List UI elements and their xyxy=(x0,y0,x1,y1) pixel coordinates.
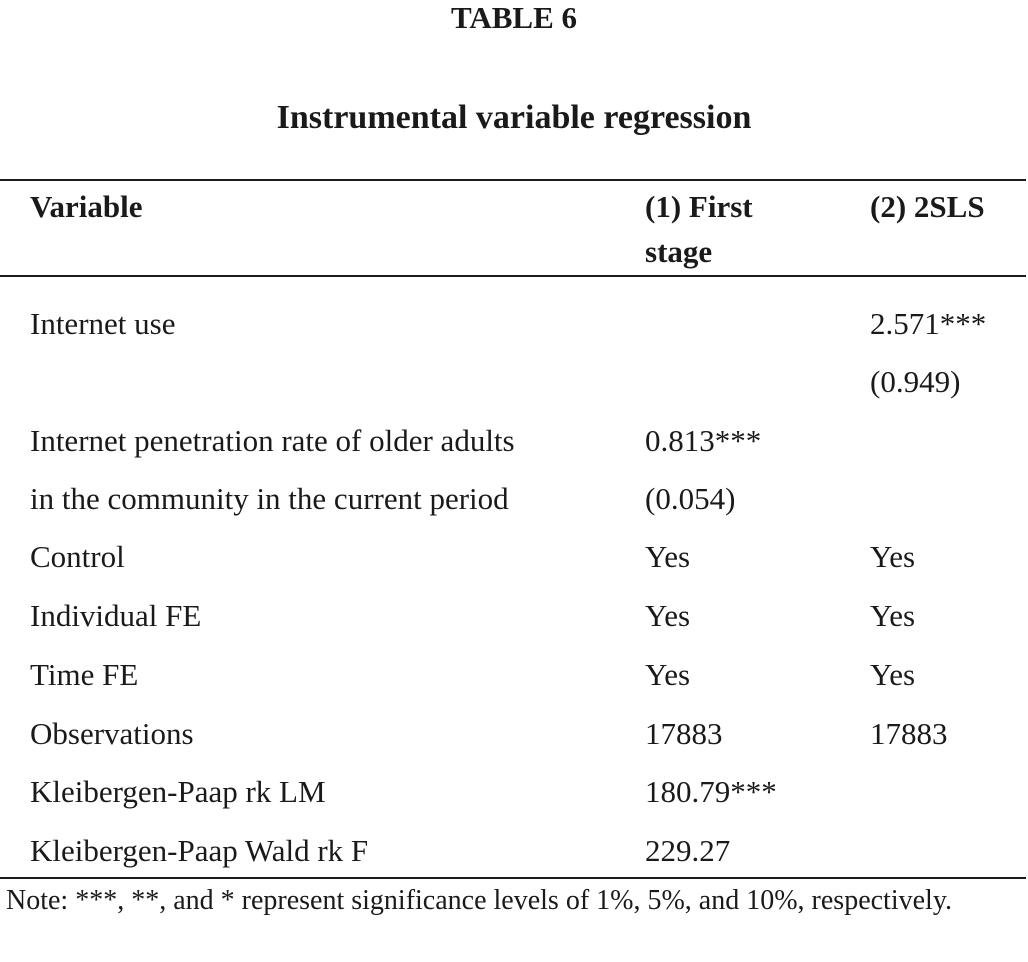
row-internet-use-2sls-coef: 2.571*** xyxy=(870,306,987,341)
row-internet-use-label: Internet use xyxy=(30,306,176,341)
row-time-fe-2sls: Yes xyxy=(870,657,916,692)
header-variable: Variable xyxy=(30,189,143,224)
table-label: TABLE 6 xyxy=(450,0,578,35)
row-penetration-first-coef: 0.813*** xyxy=(645,423,762,458)
row-penetration-first-se: (0.054) xyxy=(645,481,736,516)
row-time-fe-first: Yes xyxy=(645,657,691,692)
row-control-2sls: Yes xyxy=(870,539,916,574)
bottom-rule xyxy=(0,877,1026,879)
row-penetration-label-line1: Internet penetration rate of older adults xyxy=(30,423,515,458)
row-time-fe-label: Time FE xyxy=(30,657,139,692)
row-individual-fe-label: Individual FE xyxy=(30,598,202,633)
row-kp-lm-label: Kleibergen-Paap rk LM xyxy=(30,774,326,809)
header-first-stage-line1: (1) First xyxy=(645,189,753,224)
top-rule xyxy=(0,179,1026,181)
header-2sls: (2) 2SLS xyxy=(870,189,985,224)
row-internet-use-2sls-se: (0.949) xyxy=(870,364,961,399)
row-control-label: Control xyxy=(30,539,125,574)
row-individual-fe-first: Yes xyxy=(645,598,691,633)
row-penetration-label-line2: in the community in the current period xyxy=(30,481,509,516)
row-observations-first: 17883 xyxy=(645,716,723,751)
row-kp-wald-first: 229.27 xyxy=(645,833,731,868)
row-observations-2sls: 17883 xyxy=(870,716,948,751)
row-kp-lm-first: 180.79*** xyxy=(645,774,777,809)
row-observations-label: Observations xyxy=(30,716,194,751)
header-first-stage-line2: stage xyxy=(645,234,713,269)
header-rule xyxy=(0,275,1026,277)
row-kp-wald-label: Kleibergen-Paap Wald rk F xyxy=(30,833,369,868)
row-control-first: Yes xyxy=(645,539,691,574)
table-title: Instrumental variable regression xyxy=(276,99,752,136)
row-individual-fe-2sls: Yes xyxy=(870,598,916,633)
table-note: Note: ***, **, and * represent significance levels of 1%, 5%, and 10%, respectively. xyxy=(6,885,952,916)
